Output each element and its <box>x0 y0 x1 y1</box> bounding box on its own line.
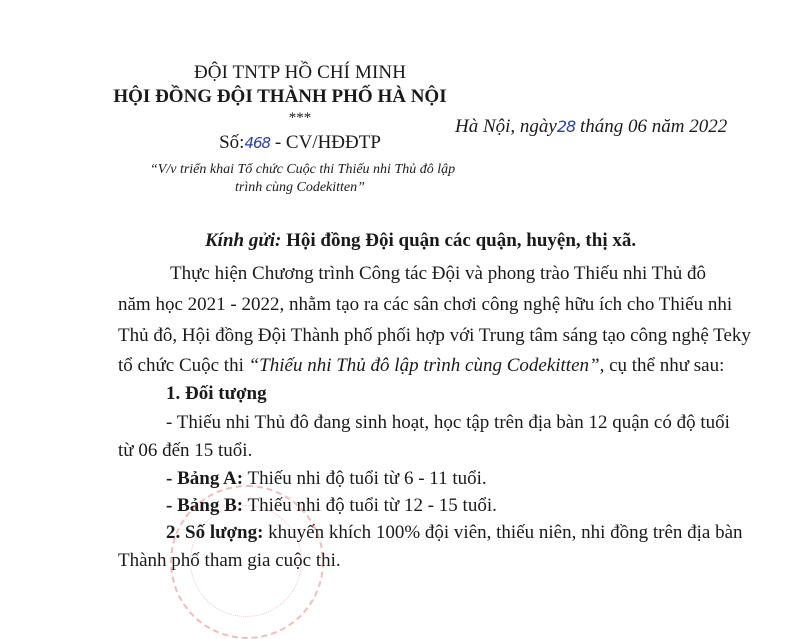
section-1-line-2: từ 06 đến 15 tuổi. <box>118 440 253 461</box>
document-number <box>170 132 430 154</box>
recipient-value: Hội đồng Đội quận các quận, huyện, thị xã. <box>281 230 637 251</box>
doc-number-prefix: Số: <box>219 132 245 153</box>
date-prefix: Hà Nội, ngày <box>455 116 557 137</box>
section-2-line-2: Thành phố tham gia cuộc thi. <box>118 550 341 571</box>
recipient-label: Kính gửi: <box>205 230 282 251</box>
header-separator: *** <box>288 110 312 126</box>
org-line-2: HỘI ĐỒNG ĐỘI THÀNH PHỐ HÀ NỘI <box>113 86 447 107</box>
recipient <box>205 230 636 252</box>
section-2 <box>166 522 743 544</box>
group-a <box>166 468 487 490</box>
intro-line-4-start: tổ chức Cuộc thi <box>118 355 249 376</box>
group-a-text: Thiếu nhi độ tuổi từ 6 - 11 tuổi. <box>243 468 487 489</box>
intro-line-3: Thủ đô, Hội đồng Đội Thành phố phối hợp với Trung tâm sáng tạo công nghệ Teky <box>118 325 751 346</box>
subject-line-1: “V/v triển khai Tổ chức Cuộc thi Thiếu nhi Thủ đô lập <box>150 162 456 177</box>
org-line-1: ĐỘI TNTP HỒ CHÍ MINH <box>193 62 407 83</box>
date-suffix: tháng 06 năm 2022 <box>575 116 728 137</box>
doc-number-suffix: - CV/HĐĐTP <box>270 132 381 153</box>
section-2-label: 2. Số lượng: <box>166 522 264 543</box>
section-1-title: 1. Đối tượng <box>166 383 267 404</box>
group-b-label: - Bảng B: <box>166 495 244 516</box>
date-day-handwritten: 28 <box>556 117 576 136</box>
contest-name: “Thiếu nhi Thủ đô lập trình cùng Codekitten” <box>248 355 600 376</box>
subject-line-2: trình cùng Codekitten” <box>235 180 365 195</box>
group-b-text: Thiếu nhi độ tuổi từ 12 - 15 tuổi. <box>243 495 497 516</box>
group-a-label: - Bảng A: <box>166 468 244 489</box>
section-2-text: khuyến khích 100% đội viên, thiếu niên, nhi đồng trên địa bàn <box>263 522 743 543</box>
intro-line-2: năm học 2021 - 2022, nhằm tạo ra các sân chơi công nghệ hữu ích cho Thiếu nhi <box>118 294 733 315</box>
intro-line-4-end: , cụ thể như sau: <box>599 355 725 376</box>
intro-line-4 <box>118 355 724 377</box>
intro-line-1: Thực hiện Chương trình Công tác Đội và phong trào Thiếu nhi Thủ đô <box>170 263 707 284</box>
issue-date <box>455 116 727 138</box>
group-b <box>166 495 497 517</box>
doc-number-handwritten: 468 <box>244 134 271 152</box>
section-1-line-1: - Thiếu nhi Thủ đô đang sinh hoạt, học tập trên địa bàn 12 quận có độ tuổi <box>166 412 730 433</box>
